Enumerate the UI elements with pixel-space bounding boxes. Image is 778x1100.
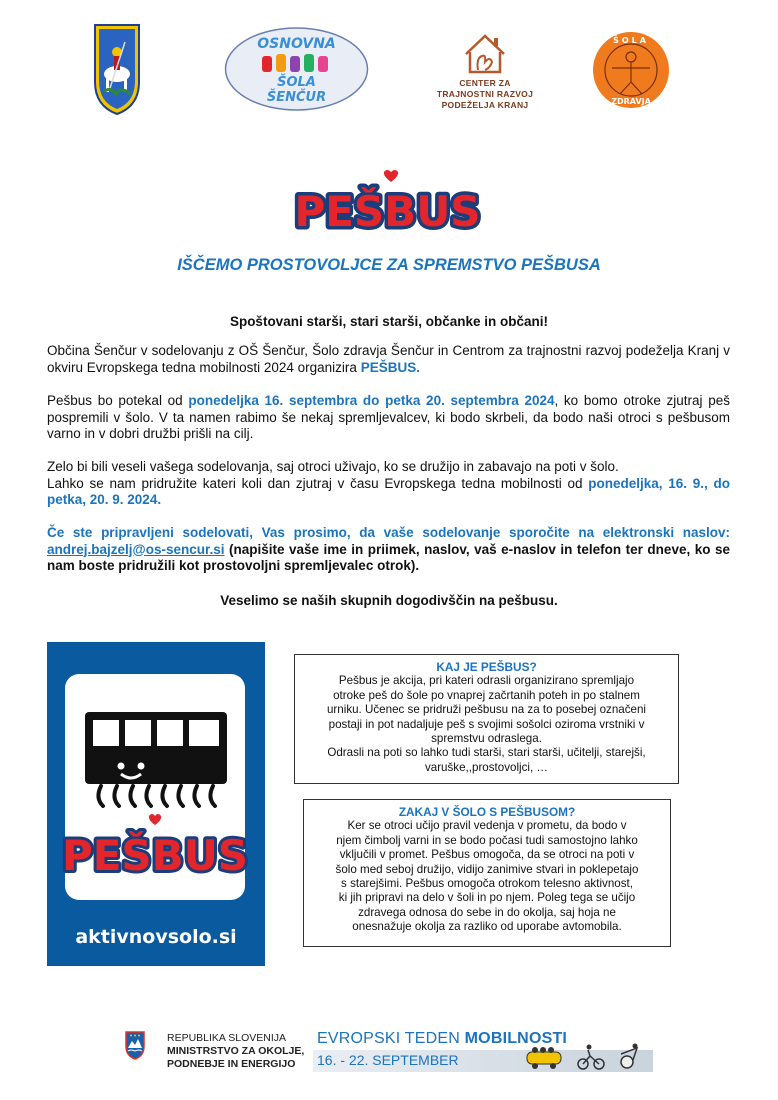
box1-line: Odrasli na poti so lahko tudi starši, stari starši, učitelji, starejši, [327, 746, 646, 760]
svg-text:ŠOLA: ŠOLA [613, 36, 649, 45]
intro-text: Občina Šenčur v sodelovanju z OŠ Šenčur, Šolo zdravja Šenčur in Centrom za trajnostni razvoj podeželja Kranj v okviru Evropskega tedna mobilnosti 2024 organizira [47, 343, 730, 375]
svg-text:ŠENČUR: ŠENČUR [266, 90, 327, 105]
mobility-week-dates: 16. - 22. SEPTEMBER [317, 1052, 459, 1068]
box1-line: Pešbus je akcija, pri kateri odrasli organizirano spremljajo [338, 674, 635, 688]
ctrp-line-2: TRAJNOSTNI RAZVOJ [436, 89, 534, 99]
box2-line: ki jih pripravi na delo v šoli in po njem. Poleg tega se učijo [338, 891, 636, 905]
box2-line: vključili v promet. Pešbus omogoča, da se otroci na poti v [339, 848, 635, 862]
box2-line: zdravega odnosa do sebe in do okolja, saj hoja ne [358, 905, 616, 919]
ctrp-kranj-logo [430, 30, 540, 114]
box2-line: Ker se otroci učijo pravil vedenja v prometu, da bodo v [347, 819, 627, 833]
ctrp-line-3: PODEŽELJA KRANJ [441, 100, 529, 110]
transport-icons [525, 1040, 653, 1072]
paragraph-contact [47, 525, 730, 575]
sola-zdravja-logo-icon [592, 30, 670, 110]
sign-panel [61, 674, 249, 900]
contact-text-b: (napišite vaše ime in priimek, naslov, vaš e-naslov in telefon ter dneve, ko se nam boste pridružili kot prostovoljni spremljevalec otrok). [47, 541, 730, 573]
page-headline: IŠČEMO PROSTOVOLJCE ZA SPREMSTVO PEŠBUSA [177, 256, 601, 274]
walking-bus-icon [61, 674, 249, 900]
intro-highlight: PEŠBUS. [360, 359, 420, 375]
box1-line: spremstvu odraslega. [431, 732, 542, 746]
info-box-why-title: ZAKAJ V ŠOLO S PEŠBUSOM? [398, 805, 576, 819]
svg-text:OSNOVNA: OSNOVNA [257, 36, 336, 52]
box2-line: s starejšimi. Pešbus omogoča otrokom telesno aktivnost, [341, 877, 633, 891]
invite-text-b: Lahko se nam pridružite kateri koli dan zjutraj v času Evropskega tedna mobilnosti od [47, 475, 589, 491]
box1-line: varuške,,prostovoljci, … [424, 760, 549, 774]
invite-dates: ponedeljka, 16. 9., do petka, 20. 9. 2024. [47, 475, 730, 507]
svg-text:ZDRAVJA: ZDRAVJA [611, 97, 651, 106]
pesbus-sign [47, 642, 265, 966]
box2-line: njem čimbolj varni in se bodo počasi tudi samostojno lahko [336, 833, 638, 847]
sign-url: aktivnovsolo.si [75, 926, 237, 948]
ministry-label [167, 1032, 304, 1071]
school-osnovna-sola-sencur-logo-icon [224, 26, 369, 112]
svg-text:PEŠBUS: PEŠBUS [294, 187, 481, 236]
slovenia-coat-of-arms-icon [124, 1030, 146, 1060]
invite-text-a: Zelo bi bili veseli vašega sodelovanja, saj otroci uživajo, ko se družijo in zabavajo na poti v šolo. [47, 459, 619, 474]
box1-line: postaji in pot nadaljuje peš s svojimi sošolci oziroma vrstniki v [328, 717, 645, 731]
sign-word: PEŠBUS [61, 831, 249, 880]
svg-text:ŠOLA: ŠOLA [277, 75, 316, 90]
schedule-text-b: , ko bomo otroke zjutraj peš pospremili v šolo. V ta namen rabimo še nekaj spremljevalcev, ki bodo skrbeli, da bodo naši otroci s pešbusom varno in v dobri družbi prišli na cilj. [47, 393, 730, 441]
ministry-line-1: REPUBLIKA SLOVENIJA [167, 1032, 287, 1044]
contact-text-a: Če ste pripravljeni sodelovati, Vas prosimo, da vaše sodelovanje sporočite na elektronski naslov: [47, 525, 730, 540]
pesbus-logo [294, 168, 481, 238]
box2-line: šolo med seboj družijo, vidijo zanimive stvari in poklepetajo [335, 862, 639, 876]
ministry-line-3: PODNEBJE IN ENERGIJO [167, 1058, 296, 1070]
schedule-dates: ponedeljka 16. septembra do petka 20. septembra 2024 [188, 393, 555, 408]
schedule-text-a: Pešbus bo potekal od [47, 393, 189, 408]
mobility-week-banner [313, 1030, 653, 1072]
mobility-week-date-bar [313, 1050, 653, 1072]
house-hands-icon [430, 30, 540, 76]
ctrp-line-1: CENTER ZA [459, 78, 511, 88]
info-box-what-is [294, 654, 679, 784]
paragraph-invite [47, 459, 730, 509]
paragraph-schedule [47, 393, 730, 443]
box1-line: otroke peš do šole po vnaprej začrtanih poteh in po stalnem [333, 688, 640, 702]
municipality-crest-icon [92, 22, 142, 116]
ministry-line-2: MINISTRSTVO ZA OKOLJE, [167, 1045, 305, 1057]
heart-icon [384, 170, 398, 182]
mobility-week-title: EVROPSKI TEDEN MOBILNOSTI [317, 1030, 568, 1047]
paragraph-intro [47, 343, 730, 376]
closing-line: Veselimo se naših skupnih dogodivščin na pešbusu. [220, 593, 558, 608]
greeting: Spoštovani starši, stari starši, občanke in občani! [229, 314, 549, 329]
box2-line: onesnažuje okolja za razliko od uporabe avtomobila. [352, 920, 622, 934]
contact-email-link[interactable]: andrej.bajzelj@os-sencur.si [47, 541, 225, 557]
info-box-why [303, 799, 671, 947]
box1-line: urniku. Učenec se pridruži pešbusu na za to posebej označeni [326, 703, 647, 717]
info-box-what-is-title: KAJ JE PEŠBUS? [436, 660, 537, 674]
